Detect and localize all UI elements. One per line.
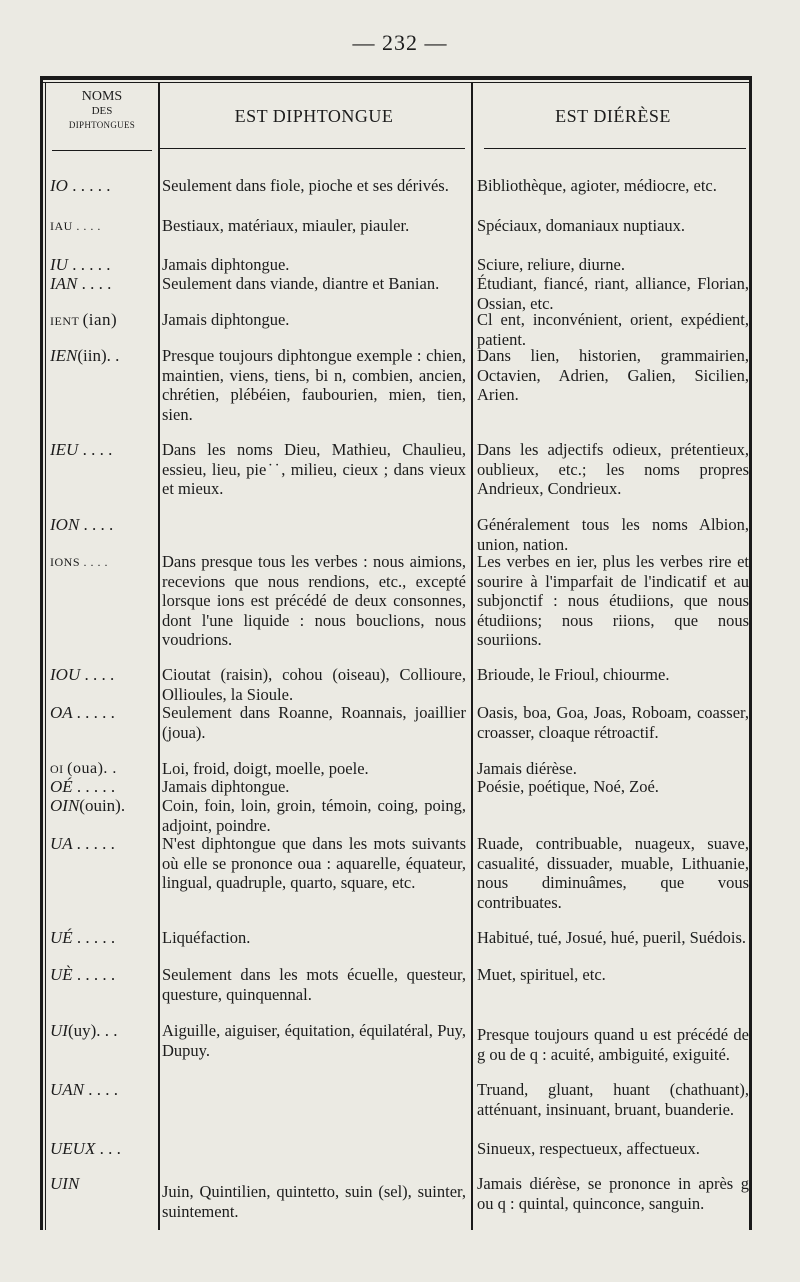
diphtong-name: UAN . . . .: [50, 1080, 118, 1099]
header-names-line3: DIPHTONGUES: [68, 120, 136, 130]
dierese-cell: Jamais diérèse.: [477, 759, 577, 778]
dierese-cell: Généralement tous les noms Albion, union, nation.: [477, 515, 749, 554]
column-divider-2: [471, 82, 473, 1230]
dierese-cell: Habitué, tué, Josué, hué, pueril, Suédois.: [477, 928, 746, 947]
diphtongue-cell: Jamais diphtongue.: [162, 255, 290, 274]
diphtongue-cell: Jamais diphtongue.: [162, 310, 290, 329]
diphtong-name: IONS . . . .: [50, 555, 109, 569]
table-left-border: [40, 76, 43, 1230]
diphtong-name: OI (oua). .: [50, 760, 117, 777]
diphtong-name: UEUX . . .: [50, 1139, 121, 1158]
header-names-line1: NOMS: [81, 89, 123, 104]
diphtong-name: IENT (ian): [50, 310, 118, 329]
table-top-rule-thin: [40, 82, 752, 83]
diphtongue-cell: Cioutat (raisin), cohou (oiseau), Collioure, Ollioules, la Sioule.: [162, 665, 466, 704]
diphtongue-cell: Bestiaux, matériaux, miauler, piauler.: [162, 216, 410, 235]
header-names: [46, 90, 158, 132]
diphtong-name: UIN: [50, 1174, 80, 1193]
header-bottom-rule: [160, 148, 465, 149]
diphtongue-cell: Seulement dans les mots écuelle, questeur, questure, quinquennal.: [162, 965, 466, 1004]
diphtong-name: UA . . . . .: [50, 834, 115, 853]
diphtongue-cell: Loi, froid, doigt, moelle, poele.: [162, 759, 369, 778]
diphtong-name: UÉ . . . . .: [50, 928, 116, 947]
diphtong-name: UÈ . . . . .: [50, 965, 116, 984]
table-top-rule: [40, 76, 752, 80]
dierese-cell: Cl ent, inconvénient, orient, expédient, patient.: [477, 310, 749, 349]
diphtongue-cell: Coin, foin, loin, groin, témoin, coing, poing, adjoint, poindre.: [162, 796, 466, 835]
diphtongue-cell: Juin, Quintilien, quintetto, suin (sel), suinter, suintement.: [162, 1182, 466, 1221]
dierese-cell: Bibliothèque, agioter, médiocre, etc.: [477, 176, 717, 195]
dierese-cell: Jamais diérèse, se prononce in après g ou q : quintal, quinconce, sanguin.: [477, 1174, 749, 1213]
header-names-line2: DES: [91, 105, 113, 117]
dierese-cell: Dans lien, historien, grammairien, Octavien, Adrien, Galien, Sicilien, Arien.: [477, 346, 749, 404]
dierese-cell: Oasis, boa, Goa, Joas, Roboam, coasser, croasser, cloaque rétroactif.: [477, 703, 749, 742]
diphtongue-cell: Jamais diphtongue.: [162, 777, 290, 796]
dierese-cell: Muet, spirituel, etc.: [477, 965, 606, 984]
header-bottom-rule: [52, 150, 152, 151]
dierese-cell: Presque toujours quand u est précédé de g ou de q : acuité, ambiguité, exiguité.: [477, 1025, 749, 1064]
diphtongue-cell: Dans presque tous les verbes : nous aimions, recevions que nous rendions, etc., excepté lorsque ions est précédé de deux consonnes, dont l'une liquide : nous bouclions, nous voudrions.: [162, 552, 466, 649]
diphtong-name: IEN(iin). .: [50, 346, 120, 365]
diphtongue-cell: Seulement dans viande, diantre et Banian.: [162, 274, 440, 293]
diphtong-name: IO . . . . .: [50, 176, 111, 195]
diphtong-name: OÉ . . . . .: [50, 777, 116, 796]
dierese-cell: Poésie, poétique, Noé, Zoé.: [477, 777, 659, 796]
dierese-cell: Dans les adjectifs odieux, prétentieux, oublieux, etc.; les noms propres Andrieux, Condrieux.: [477, 440, 749, 498]
dierese-cell: Brioude, le Frioul, chiourme.: [477, 665, 670, 684]
column-divider-1: [158, 82, 160, 1230]
table-left-border-inner: [45, 82, 46, 1230]
diphtong-name: IAN . . . .: [50, 274, 112, 293]
diphtong-name: IEU . . . .: [50, 440, 113, 459]
page-number: — 232 —: [352, 30, 448, 55]
diphtongue-cell: Seulement dans fiole, pioche et ses dérivés.: [162, 176, 449, 195]
dierese-cell: Truand, gluant, huant (chathuant), atténuant, insinuant, bruant, buanderie.: [477, 1080, 749, 1119]
diphtongue-cell: Dans les noms Dieu, Mathieu, Chaulieu, essieu, lieu, pie˙˙, milieu, cieux ; dans vieux et mieux.: [162, 440, 466, 498]
table-right-border: [749, 76, 752, 1230]
diphtong-name: OA . . . . .: [50, 703, 115, 722]
dierese-cell: Étudiant, fiancé, riant, alliance, Florian, Ossian, etc.: [477, 274, 749, 313]
diphtong-name: IU . . . . .: [50, 255, 111, 274]
diphtong-name: IOU . . . .: [50, 665, 115, 684]
dierese-cell: Spéciaux, domaniaux nuptiaux.: [477, 216, 686, 235]
diphtong-name: OIN(ouin).: [50, 796, 126, 815]
header-bottom-rule: [484, 148, 746, 149]
diphtongue-cell: Liquéfaction.: [162, 928, 251, 947]
header-dierese: EST DIÉRÈSE: [555, 106, 671, 126]
dierese-cell: Sinueux, respectueux, affectueux.: [477, 1139, 700, 1158]
diphtong-name: UI(uy). . .: [50, 1021, 118, 1040]
diphtongue-cell: Aiguille, aiguiser, équitation, équilatéral, Puy, Dupuy.: [162, 1021, 466, 1060]
diphtongue-cell: N'est diphtongue que dans les mots suivants où elle se prononce oua : aquarelle, équateur, lingual, quadruple, quarto, square, etc.: [162, 834, 466, 892]
diphtong-name: IAU . . . .: [50, 219, 101, 233]
diphtongue-cell: Presque toujours diphtongue exemple : chien, maintien, viens, tiens, bi n, combien, ancien, chrétien, plébéien, faubourien, mien, tien, sien.: [162, 346, 466, 424]
dierese-cell: Ruade, contribuable, nuageux, suave, casualité, dissuader, muable, Lithuanie, nous diminuâmes, que vous contribuates.: [477, 834, 749, 912]
diphtong-name: ION . . . .: [50, 515, 114, 534]
diphtongue-cell: Seulement dans Roanne, Roannais, joaillier (joua).: [162, 703, 466, 742]
dierese-cell: Les verbes en ier, plus les verbes rire et sourire à l'imparfait de l'indicatif et au subjonctif : nous étudiions, que nous étudiions; nous riions, que nous souriions.: [477, 552, 749, 649]
header-diphtongue: EST DIPHTONGUE: [234, 106, 394, 126]
dierese-cell: Sciure, reliure, diurne.: [477, 255, 625, 274]
